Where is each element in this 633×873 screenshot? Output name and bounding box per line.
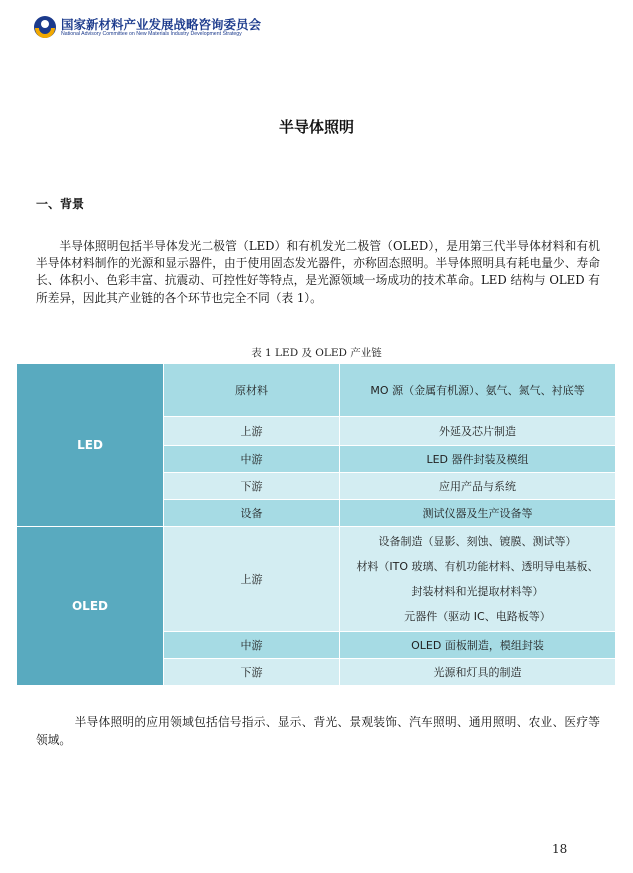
org-name-english: National Advisory Committee on New Materials Industry Development Strategy (61, 31, 242, 37)
stage-cell: 上游 (164, 417, 340, 446)
stage-cell: 原材料 (164, 364, 340, 417)
page-title: 半导体照明 (278, 118, 354, 136)
content-cell-multiline (340, 527, 616, 632)
content-cell: 光源和灯具的制造 (340, 659, 616, 686)
table-row (17, 527, 616, 632)
content-line: 元器件（驱动 IC、电路板等） (404, 610, 551, 623)
content-cell: MO 源（金属有机源）、氨气、氮气、衬底等 (340, 364, 616, 417)
content-line: 设备制造（显影、刻蚀、镀膜、测试等） (378, 535, 577, 548)
group-label-led: LED (17, 364, 164, 527)
background-paragraph: 半导体照明包括半导体发光二极管（LED）和有机发光二极管（OLED），是用第三代半导体材料和有机半导体材料制作的光源和显示器件，由于使用固态发光器件，亦称固态照明。半导体照明具有耗电量少、寿命长、体积小、色彩丰富、抗震动、可控性好等特点，是光源领域一场成功的技术革命。LED 结构与 OLED 有所差异，因此其产业链的各个环节也完全不同（表 1）。 (36, 239, 600, 305)
page-number: 18 (552, 842, 568, 856)
group-label-oled: OLED (17, 527, 164, 686)
industry-chain-table (16, 363, 616, 686)
committee-logo-icon (33, 15, 57, 39)
stage-cell: 中游 (164, 632, 340, 659)
stage-cell: 上游 (164, 527, 340, 632)
content-cell: 测试仪器及生产设备等 (340, 500, 616, 527)
content-cell: LED 器件封装及模组 (340, 446, 616, 473)
content-line: 材料（ITO 玻璃、有机功能材料、透明导电基板、 (356, 560, 599, 573)
content-cell: OLED 面板制造，模组封装 (340, 632, 616, 659)
stage-cell: 中游 (164, 446, 340, 473)
stage-cell: 下游 (164, 659, 340, 686)
table-caption: 表 1 LED 及 OLED 产业链 (251, 347, 382, 359)
content-cell: 应用产品与系统 (340, 473, 616, 500)
table-row (17, 364, 616, 417)
stage-cell: 下游 (164, 473, 340, 500)
section-heading: 一、背景 (36, 197, 85, 211)
application-paragraph: 半导体照明的应用领域包括信号指示、显示、背光、景观装饰、汽车照明、通用照明、农业、医疗等领域。 (36, 715, 600, 747)
stage-cell: 设备 (164, 500, 340, 527)
content-cell: 外延及芯片制造 (340, 417, 616, 446)
content-line: 封装材料和光提取材料等） (411, 585, 544, 598)
org-name: 国家新材料产业发展战略咨询委员会 (61, 17, 262, 32)
